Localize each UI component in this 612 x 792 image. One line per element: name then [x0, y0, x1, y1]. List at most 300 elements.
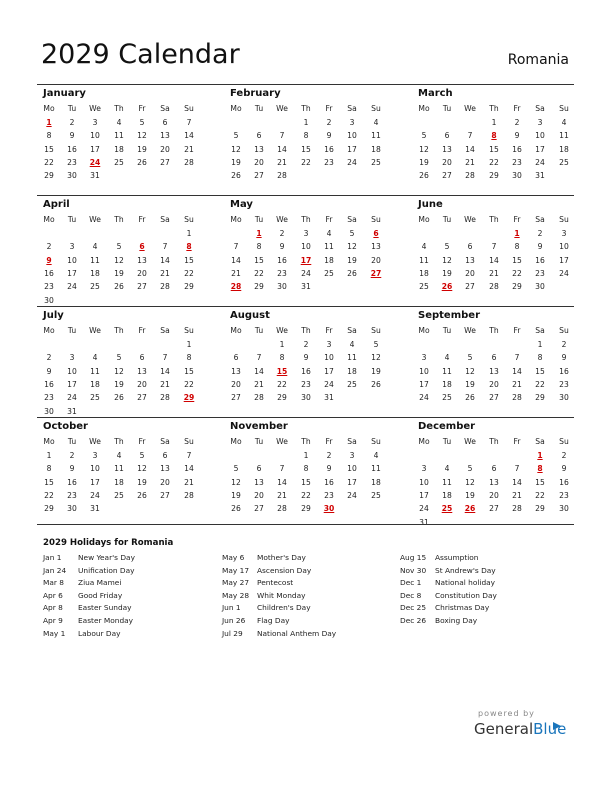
holiday-name: Whit Monday [257, 590, 306, 600]
day-cell: 5 [116, 242, 122, 252]
weekday-label: Th [489, 437, 499, 446]
day-cell: 2 [46, 242, 52, 252]
holiday-name: St Andrew's Day [435, 565, 496, 575]
day-cell: 5 [233, 131, 239, 141]
day-cell: 10 [90, 131, 100, 141]
day-cell: 19 [347, 255, 357, 265]
day-cell: 12 [419, 144, 429, 154]
holiday-name: Ziua Mamei [78, 578, 122, 588]
day-cell: 20 [489, 379, 499, 389]
day-cell: 5 [421, 131, 427, 141]
day-cell: 4 [444, 464, 450, 474]
day-cell: 8 [303, 464, 309, 474]
day-cell: 30 [559, 504, 569, 514]
day-cell: 22 [184, 379, 194, 389]
day-cell: 30 [277, 282, 287, 292]
day-cell: 25 [90, 393, 100, 403]
month-name: August [230, 310, 270, 321]
day-cell: 13 [371, 242, 381, 252]
day-cell: 7 [467, 131, 473, 141]
weekday-label: Mo [418, 437, 430, 446]
day-cell: 25 [114, 490, 124, 500]
day-cell: 23 [324, 490, 334, 500]
day-cell: 23 [324, 157, 334, 167]
holiday-name: New Year's Day [78, 553, 135, 562]
day-cell: 17 [324, 366, 334, 376]
day-cell: 20 [137, 379, 147, 389]
day-cell: 17 [90, 477, 100, 487]
day-cell: 21 [254, 379, 264, 389]
day-cell: 12 [347, 242, 357, 252]
day-cell: 9 [561, 464, 567, 474]
day-cell: 2 [303, 340, 309, 349]
day-cell: 31 [90, 171, 100, 181]
day-cell: 27 [489, 504, 499, 514]
month-name: April [43, 199, 70, 210]
day-cell: 2 [279, 229, 285, 238]
day-cell: 26 [114, 393, 124, 403]
day-cell: 29 [535, 393, 545, 403]
day-cell: 29 [44, 171, 54, 181]
day-cell: 10 [535, 131, 545, 141]
day-cell: 26 [114, 282, 124, 292]
day-cell: 25 [371, 490, 381, 500]
day-cell: 6 [162, 118, 168, 127]
day-cell: 28 [160, 393, 170, 403]
day-cell: 8 [186, 353, 192, 363]
holiday-day-cell: 25 [441, 504, 453, 514]
day-cell: 19 [371, 366, 381, 376]
day-cell: 25 [442, 393, 452, 403]
weekday-label: Su [184, 326, 194, 335]
holiday-day-cell: 1 [256, 229, 262, 238]
day-cell: 17 [419, 379, 429, 389]
weekday-label: Th [489, 215, 499, 224]
holiday-date: Apr 6 [43, 590, 63, 600]
day-cell: 23 [277, 268, 287, 278]
weekday-label: Tu [442, 215, 452, 224]
day-cell: 22 [535, 490, 545, 500]
day-cell: 12 [137, 464, 147, 474]
day-cell: 14 [465, 144, 475, 154]
month-name: January [43, 88, 86, 99]
day-cell: 29 [489, 171, 499, 181]
day-cell: 14 [231, 255, 241, 265]
day-cell: 6 [139, 353, 145, 363]
holiday-name: Pentecost [257, 578, 294, 588]
holiday-day-cell: 8 [491, 131, 497, 141]
day-cell: 14 [254, 366, 264, 376]
day-cell: 29 [301, 504, 311, 514]
day-cell: 28 [512, 393, 522, 403]
day-cell: 9 [303, 353, 309, 363]
day-cell: 5 [116, 353, 122, 363]
day-cell: 26 [419, 171, 429, 181]
month-name: November [230, 421, 288, 432]
day-cell: 2 [561, 340, 567, 349]
day-cell: 28 [465, 171, 475, 181]
day-cell: 5 [467, 464, 473, 474]
day-cell: 29 [277, 393, 287, 403]
day-cell: 3 [349, 118, 355, 127]
day-cell: 16 [44, 268, 54, 278]
day-cell: 10 [301, 242, 311, 252]
holiday-day-cell: 1 [537, 451, 543, 460]
day-cell: 16 [324, 144, 334, 154]
day-cell: 10 [324, 353, 334, 363]
day-cell: 23 [559, 379, 569, 389]
day-cell: 4 [561, 118, 567, 127]
holiday-name: Ascension Day [257, 565, 312, 575]
weekday-label: Fr [138, 437, 146, 446]
day-cell: 13 [489, 366, 499, 376]
day-cell: 4 [116, 451, 122, 460]
day-cell: 15 [44, 144, 54, 154]
weekday-label: We [89, 104, 101, 113]
day-cell: 9 [69, 131, 75, 141]
day-cell: 10 [419, 477, 429, 487]
day-cell: 14 [512, 477, 522, 487]
day-cell: 2 [69, 451, 75, 460]
weekday-label: Fr [513, 437, 521, 446]
weekday-label: We [276, 215, 288, 224]
weekday-label: Mo [230, 326, 242, 335]
weekday-label: Sa [347, 104, 357, 113]
day-cell: 28 [184, 490, 194, 500]
day-cell: 5 [467, 353, 473, 363]
day-cell: 19 [465, 490, 475, 500]
weekday-label: Fr [138, 326, 146, 335]
day-cell: 21 [231, 268, 241, 278]
weekday-label: Mo [418, 215, 430, 224]
day-cell: 15 [489, 144, 499, 154]
day-cell: 13 [231, 366, 241, 376]
day-cell: 12 [231, 477, 241, 487]
holiday-date: May 28 [222, 590, 250, 600]
day-cell: 21 [160, 268, 170, 278]
month-name: July [43, 310, 64, 321]
day-cell: 21 [512, 379, 522, 389]
weekday-label: We [89, 437, 101, 446]
day-cell: 6 [256, 131, 262, 141]
weekday-label: Fr [325, 326, 333, 335]
day-cell: 4 [444, 353, 450, 363]
day-cell: 21 [465, 157, 475, 167]
holiday-name: Easter Monday [78, 615, 134, 625]
day-cell: 15 [44, 477, 54, 487]
day-cell: 7 [162, 242, 168, 252]
holiday-day-cell: 15 [276, 366, 288, 376]
day-cell: 31 [67, 406, 77, 416]
day-cell: 24 [347, 157, 357, 167]
day-cell: 7 [256, 353, 262, 363]
day-cell: 17 [347, 144, 357, 154]
day-cell: 14 [160, 255, 170, 265]
holiday-day-cell: 6 [139, 242, 145, 252]
day-cell: 11 [114, 464, 124, 474]
holiday-day-cell: 1 [46, 118, 52, 127]
day-cell: 24 [559, 268, 569, 278]
day-cell: 18 [442, 379, 452, 389]
day-cell: 9 [561, 353, 567, 363]
day-cell: 27 [160, 157, 170, 167]
page-title: 2029 Calendar [41, 39, 240, 70]
weekday-label: Mo [43, 104, 55, 113]
day-cell: 12 [371, 353, 381, 363]
holiday-date: Jan 24 [43, 565, 67, 575]
day-cell: 20 [442, 157, 452, 167]
holiday-date: Jun 1 [222, 603, 241, 613]
day-cell: 21 [277, 490, 287, 500]
day-cell: 31 [301, 282, 311, 292]
day-cell: 8 [303, 131, 309, 141]
weekday-label: Mo [43, 326, 55, 335]
day-cell: 20 [160, 144, 170, 154]
day-cell: 2 [537, 229, 543, 238]
day-cell: 30 [44, 295, 54, 305]
day-cell: 8 [46, 464, 52, 474]
day-cell: 4 [373, 118, 379, 127]
day-cell: 14 [512, 366, 522, 376]
day-cell: 23 [67, 490, 77, 500]
day-cell: 11 [90, 255, 100, 265]
weekday-label: Sa [535, 104, 545, 113]
day-cell: 25 [419, 282, 429, 292]
day-cell: 15 [254, 255, 264, 265]
holiday-date: Aug 15 [400, 553, 427, 562]
day-cell: 22 [301, 490, 311, 500]
day-cell: 23 [559, 490, 569, 500]
holiday-day-cell: 27 [370, 268, 382, 278]
day-cell: 1 [491, 118, 497, 127]
day-cell: 23 [512, 157, 522, 167]
day-cell: 9 [69, 464, 75, 474]
day-cell: 15 [184, 366, 194, 376]
day-cell: 6 [444, 131, 450, 141]
day-cell: 22 [44, 157, 54, 167]
day-cell: 1 [279, 340, 285, 349]
day-cell: 20 [254, 490, 264, 500]
day-cell: 28 [277, 504, 287, 514]
day-cell: 31 [90, 504, 100, 514]
day-cell: 8 [46, 131, 52, 141]
day-cell: 4 [349, 340, 355, 349]
weekday-label: Mo [43, 215, 55, 224]
day-cell: 17 [419, 490, 429, 500]
holiday-day-cell: 1 [514, 229, 520, 238]
weekday-label: Fr [325, 104, 333, 113]
day-cell: 28 [277, 171, 287, 181]
weekday-label: Mo [230, 215, 242, 224]
holiday-name: Labour Day [78, 628, 121, 638]
day-cell: 13 [160, 131, 170, 141]
day-cell: 5 [233, 464, 239, 474]
holiday-day-cell: 26 [441, 282, 453, 292]
day-cell: 3 [326, 340, 332, 349]
day-cell: 21 [512, 490, 522, 500]
day-cell: 24 [347, 490, 357, 500]
weekday-label: Fr [138, 215, 146, 224]
day-cell: 6 [233, 353, 239, 363]
holiday-date: May 6 [222, 553, 245, 562]
day-cell: 16 [67, 144, 77, 154]
day-cell: 3 [92, 451, 98, 460]
day-cell: 3 [69, 242, 75, 252]
weekday-label: Fr [513, 326, 521, 335]
day-cell: 3 [69, 353, 75, 363]
month-name: February [230, 88, 281, 99]
calendar-grid [37, 84, 574, 528]
holiday-date: Apr 9 [43, 615, 63, 625]
holiday-day-cell: 8 [537, 464, 543, 474]
weekday-label: We [464, 326, 476, 335]
day-cell: 26 [231, 504, 241, 514]
holiday-day-cell: 9 [46, 255, 52, 265]
weekday-label: We [276, 326, 288, 335]
day-cell: 20 [465, 268, 475, 278]
day-cell: 19 [442, 268, 452, 278]
day-cell: 15 [184, 255, 194, 265]
day-cell: 24 [301, 268, 311, 278]
day-cell: 4 [116, 118, 122, 127]
weekday-label: Tu [442, 326, 452, 335]
day-cell: 7 [233, 242, 239, 252]
day-cell: 13 [160, 464, 170, 474]
day-cell: 2 [46, 353, 52, 363]
day-cell: 15 [301, 144, 311, 154]
day-cell: 8 [279, 353, 285, 363]
day-cell: 19 [137, 477, 147, 487]
day-cell: 5 [444, 242, 450, 252]
holiday-name: National holiday [435, 578, 496, 588]
holiday-date: Dec 1 [400, 578, 422, 588]
day-cell: 6 [491, 353, 497, 363]
day-cell: 11 [559, 131, 569, 141]
day-cell: 14 [277, 477, 287, 487]
day-cell: 23 [301, 379, 311, 389]
day-cell: 23 [67, 157, 77, 167]
day-cell: 5 [139, 451, 145, 460]
day-cell: 17 [535, 144, 545, 154]
day-cell: 31 [535, 171, 545, 181]
day-cell: 29 [44, 504, 54, 514]
weekday-label: Mo [418, 326, 430, 335]
weekday-label: Tu [67, 326, 77, 335]
day-cell: 14 [277, 144, 287, 154]
day-cell: 29 [535, 504, 545, 514]
day-cell: 29 [184, 282, 194, 292]
weekday-label: Fr [138, 104, 146, 113]
holiday-date: Apr 8 [43, 603, 63, 613]
weekday-label: Sa [160, 104, 170, 113]
day-cell: 17 [90, 144, 100, 154]
day-cell: 13 [254, 144, 264, 154]
day-cell: 24 [535, 157, 545, 167]
weekday-label: We [464, 437, 476, 446]
day-cell: 7 [514, 464, 520, 474]
day-cell: 23 [44, 282, 54, 292]
day-cell: 26 [465, 393, 475, 403]
day-cell: 25 [114, 157, 124, 167]
day-cell: 19 [465, 379, 475, 389]
day-cell: 18 [442, 490, 452, 500]
weekday-label: Sa [347, 437, 357, 446]
day-cell: 7 [514, 353, 520, 363]
day-cell: 13 [137, 366, 147, 376]
day-cell: 22 [535, 379, 545, 389]
weekday-label: Su [559, 104, 569, 113]
day-cell: 19 [114, 379, 124, 389]
day-cell: 2 [326, 118, 332, 127]
weekday-label: Su [559, 215, 569, 224]
weekday-label: Tu [67, 215, 77, 224]
holiday-name: Good Friday [78, 590, 123, 600]
day-cell: 16 [67, 477, 77, 487]
day-cell: 4 [421, 242, 427, 252]
day-cell: 3 [92, 118, 98, 127]
day-cell: 13 [442, 144, 452, 154]
day-cell: 26 [137, 490, 147, 500]
month-name: October [43, 421, 88, 432]
day-cell: 18 [371, 144, 381, 154]
holiday-name: Boxing Day [435, 615, 478, 625]
day-cell: 30 [535, 282, 545, 292]
day-cell: 13 [254, 477, 264, 487]
day-cell: 10 [347, 131, 357, 141]
day-cell: 30 [67, 504, 77, 514]
day-cell: 21 [160, 379, 170, 389]
weekday-label: Th [114, 104, 124, 113]
holiday-day-cell: 29 [183, 393, 195, 403]
day-cell: 26 [137, 157, 147, 167]
day-cell: 22 [277, 379, 287, 389]
holiday-name: Assumption [435, 553, 479, 562]
day-cell: 30 [512, 171, 522, 181]
day-cell: 20 [489, 490, 499, 500]
day-cell: 1 [537, 340, 543, 349]
weekday-label: Th [301, 326, 311, 335]
logo-text-general: General [474, 720, 534, 738]
day-cell: 27 [137, 393, 147, 403]
weekday-label: Tu [442, 437, 452, 446]
weekday-label: Mo [43, 437, 55, 446]
day-cell: 7 [279, 464, 285, 474]
day-cell: 8 [256, 242, 262, 252]
quarter-band [37, 84, 574, 195]
day-cell: 18 [90, 379, 100, 389]
weekday-label: We [276, 104, 288, 113]
weekday-label: Su [371, 215, 381, 224]
holiday-name: Unification Day [78, 565, 135, 575]
day-cell: 27 [442, 171, 452, 181]
day-cell: 15 [301, 477, 311, 487]
weekday-label: Su [371, 437, 381, 446]
day-cell: 13 [465, 255, 475, 265]
day-cell: 29 [512, 282, 522, 292]
weekday-label: Sa [160, 437, 170, 446]
weekday-label: Su [559, 437, 569, 446]
holiday-day-cell: 6 [373, 229, 379, 238]
day-cell: 28 [160, 282, 170, 292]
weekday-label: We [89, 326, 101, 335]
day-cell: 5 [373, 340, 379, 349]
day-cell: 20 [371, 255, 381, 265]
day-cell: 2 [326, 451, 332, 460]
weekday-label: Sa [535, 326, 545, 335]
day-cell: 5 [349, 229, 355, 238]
weekday-label: Su [371, 326, 381, 335]
day-cell: 18 [114, 144, 124, 154]
